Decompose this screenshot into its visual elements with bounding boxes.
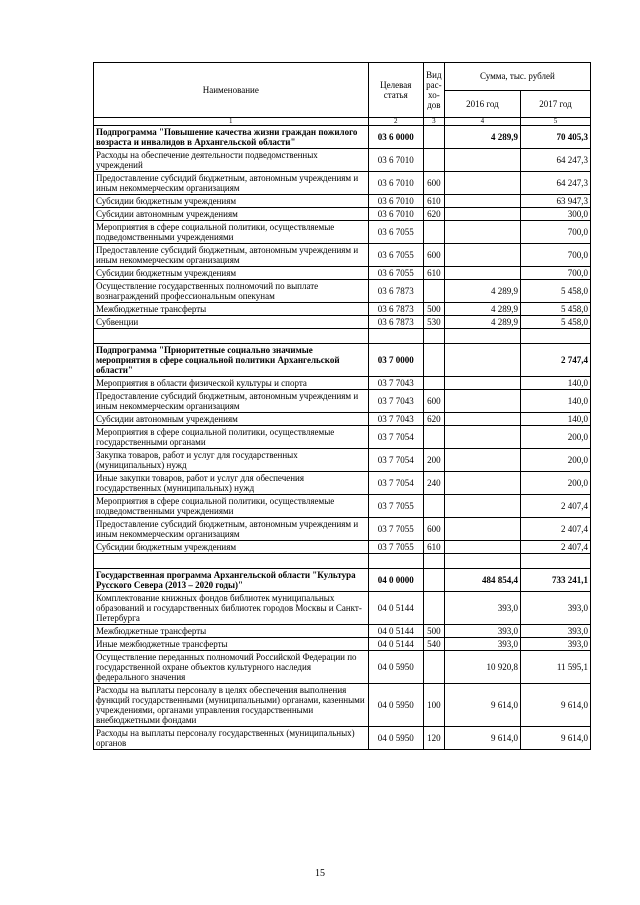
- kind-cell: [423, 426, 444, 449]
- sum-2016-cell: 4 289,9: [444, 280, 520, 303]
- name-cell: Осуществление государственных полномочий по выплате вознаграждений профессиональным опекунам: [94, 280, 369, 303]
- column-index: 3: [423, 118, 444, 126]
- name-cell: Субвенции: [94, 316, 369, 329]
- sum-2016-cell: 393,0: [444, 625, 520, 638]
- sum-2016-cell: [444, 413, 520, 426]
- code-cell: 03 7 7054: [368, 426, 423, 449]
- name-cell: Мероприятия в сфере социальной политики, осуществляемые подведомственными учреждениями: [94, 495, 369, 518]
- header-year-2016: 2016 год: [444, 90, 520, 118]
- kind-cell: [423, 651, 444, 684]
- code-cell: 03 6 7055: [368, 267, 423, 280]
- table-row: [94, 518, 591, 541]
- kind-cell: 610: [423, 267, 444, 280]
- sum-2017-cell: 5 458,0: [521, 280, 591, 303]
- kind-cell: [423, 569, 444, 592]
- budget-table: [93, 62, 591, 750]
- sum-2017-cell: 700,0: [521, 267, 591, 280]
- name-cell: Межбюджетные трансферты: [94, 625, 369, 638]
- kind-cell: 540: [423, 638, 444, 651]
- table-row: [94, 727, 591, 750]
- kind-cell: 620: [423, 208, 444, 221]
- kind-cell: 600: [423, 244, 444, 267]
- name-cell: Комплектование книжных фондов библиотек муниципальных образований и государственных библиотек городов Москвы и Санкт-Петербурга: [94, 592, 369, 625]
- sum-2016-cell: [444, 208, 520, 221]
- code-cell: 03 6 7010: [368, 149, 423, 172]
- sum-2016-cell: 4 289,9: [444, 126, 520, 149]
- sum-2016-cell: [444, 195, 520, 208]
- table-row: [94, 267, 591, 280]
- program-row: [94, 126, 591, 149]
- name-cell: Мероприятия в сфере социальной политики, осуществляемые государственными органами: [94, 426, 369, 449]
- header-code: Целевая статья: [368, 63, 423, 118]
- sum-2016-cell: [444, 221, 520, 244]
- table-row: [94, 592, 591, 625]
- sum-2017-cell: 9 614,0: [521, 727, 591, 750]
- sum-2016-cell: [444, 495, 520, 518]
- name-cell: Предоставление субсидий бюджетным, автономным учреждениям и иным некоммерческим организациям: [94, 244, 369, 267]
- name-cell: Расходы на выплаты персоналу в целях обеспечения выполнения функций государственными (муниципальными) органами, казенными учреждениями, органами управления государственными внебюджетными фондами: [94, 684, 369, 727]
- kind-cell: 500: [423, 625, 444, 638]
- sum-2016-cell: 393,0: [444, 592, 520, 625]
- name-cell: Субсидии бюджетным учреждениям: [94, 195, 369, 208]
- sum-2016-cell: 393,0: [444, 638, 520, 651]
- table-row: [94, 221, 591, 244]
- sum-2016-cell: [444, 426, 520, 449]
- name-cell: Подпрограмма "Повышение качества жизни граждан пожилого возраста и инвалидов в Архангельской области": [94, 126, 369, 149]
- sum-2016-cell: [444, 244, 520, 267]
- code-cell: 03 7 7055: [368, 541, 423, 554]
- table-row: [94, 472, 591, 495]
- kind-cell: [423, 280, 444, 303]
- sum-2017-cell: 393,0: [521, 625, 591, 638]
- name-cell: Предоставление субсидий бюджетным, автономным учреждениям и иным некоммерческим организациям: [94, 518, 369, 541]
- spacer-cell: [521, 554, 591, 569]
- sum-2017-cell: 200,0: [521, 449, 591, 472]
- sum-2017-cell: 700,0: [521, 221, 591, 244]
- sum-2017-cell: 5 458,0: [521, 303, 591, 316]
- sum-2017-cell: 393,0: [521, 638, 591, 651]
- spacer-cell: [444, 554, 520, 569]
- sum-2016-cell: [444, 344, 520, 377]
- kind-cell: 240: [423, 472, 444, 495]
- spacer-cell: [94, 329, 369, 344]
- spacer-cell: [423, 329, 444, 344]
- code-cell: 04 0 5950: [368, 727, 423, 750]
- kind-cell: 600: [423, 390, 444, 413]
- code-cell: 03 7 7043: [368, 413, 423, 426]
- spacer-cell: [444, 329, 520, 344]
- code-cell: 04 0 5144: [368, 638, 423, 651]
- name-cell: Предоставление субсидий бюджетным, автономным учреждениям и иным некоммерческим организациям: [94, 172, 369, 195]
- sum-2017-cell: 70 405,3: [521, 126, 591, 149]
- code-cell: 03 7 7054: [368, 472, 423, 495]
- sum-2017-cell: 140,0: [521, 377, 591, 390]
- header-sum: Сумма, тыс. рублей: [444, 63, 590, 91]
- sum-2016-cell: [444, 449, 520, 472]
- table-row: [94, 449, 591, 472]
- name-cell: Межбюджетные трансферты: [94, 303, 369, 316]
- code-cell: 03 6 7055: [368, 244, 423, 267]
- sum-2016-cell: 9 614,0: [444, 727, 520, 750]
- kind-cell: 500: [423, 303, 444, 316]
- sum-2016-cell: 9 614,0: [444, 684, 520, 727]
- table-row: [94, 303, 591, 316]
- sum-2017-cell: 11 595,1: [521, 651, 591, 684]
- sum-2016-cell: [444, 172, 520, 195]
- table-row: [94, 495, 591, 518]
- sum-2016-cell: [444, 390, 520, 413]
- spacer-cell: [368, 554, 423, 569]
- name-cell: Субсидии автономным учреждениям: [94, 208, 369, 221]
- table-row: [94, 208, 591, 221]
- sum-2016-cell: 10 920,8: [444, 651, 520, 684]
- code-cell: 03 7 7043: [368, 377, 423, 390]
- sum-2017-cell: 64 247,3: [521, 149, 591, 172]
- sum-2017-cell: 140,0: [521, 390, 591, 413]
- code-cell: 03 6 7010: [368, 195, 423, 208]
- code-cell: 03 6 7873: [368, 303, 423, 316]
- code-cell: 03 7 7055: [368, 518, 423, 541]
- name-cell: Расходы на выплаты персоналу государственных (муниципальных) органов: [94, 727, 369, 750]
- code-cell: 03 6 7010: [368, 172, 423, 195]
- name-cell: Иные закупки товаров, работ и услуг для обеспечения государственных (муниципальных) нужд: [94, 472, 369, 495]
- sum-2017-cell: 2 407,4: [521, 495, 591, 518]
- code-cell: 04 0 5950: [368, 684, 423, 727]
- table-row: [94, 541, 591, 554]
- table-row: [94, 377, 591, 390]
- kind-cell: 600: [423, 518, 444, 541]
- sum-2016-cell: [444, 518, 520, 541]
- kind-cell: [423, 221, 444, 244]
- sum-2017-cell: 2 407,4: [521, 541, 591, 554]
- header-name: Наименование: [94, 63, 369, 118]
- table-row: [94, 684, 591, 727]
- sum-2016-cell: [444, 149, 520, 172]
- table-row: [94, 280, 591, 303]
- sum-2016-cell: [444, 541, 520, 554]
- sum-2017-cell: 140,0: [521, 413, 591, 426]
- kind-cell: [423, 592, 444, 625]
- table-row: [94, 625, 591, 638]
- kind-cell: [423, 149, 444, 172]
- sum-2017-cell: 733 241,1: [521, 569, 591, 592]
- name-cell: Субсидии бюджетным учреждениям: [94, 267, 369, 280]
- sum-2017-cell: 200,0: [521, 472, 591, 495]
- sum-2017-cell: 700,0: [521, 244, 591, 267]
- code-cell: 03 6 7873: [368, 280, 423, 303]
- code-cell: 04 0 5144: [368, 625, 423, 638]
- sum-2017-cell: 63 947,3: [521, 195, 591, 208]
- sum-2017-cell: 393,0: [521, 592, 591, 625]
- kind-cell: 610: [423, 541, 444, 554]
- kind-cell: 120: [423, 727, 444, 750]
- name-cell: Подпрограмма "Приоритетные социально значимые мероприятия в сфере социальной политики Архангельской области": [94, 344, 369, 377]
- kind-cell: [423, 344, 444, 377]
- sum-2016-cell: [444, 472, 520, 495]
- table-row: [94, 195, 591, 208]
- kind-cell: 100: [423, 684, 444, 727]
- kind-cell: 610: [423, 195, 444, 208]
- code-cell: 04 0 5950: [368, 651, 423, 684]
- table-row: [94, 390, 591, 413]
- sum-2017-cell: 300,0: [521, 208, 591, 221]
- sum-2017-cell: 2 747,4: [521, 344, 591, 377]
- code-cell: 04 0 5144: [368, 592, 423, 625]
- program-row: [94, 569, 591, 592]
- table-row: [94, 413, 591, 426]
- sum-2017-cell: 64 247,3: [521, 172, 591, 195]
- sum-2016-cell: 4 289,9: [444, 316, 520, 329]
- spacer-cell: [94, 554, 369, 569]
- code-cell: 03 7 7055: [368, 495, 423, 518]
- kind-cell: [423, 377, 444, 390]
- code-cell: 03 6 7873: [368, 316, 423, 329]
- sum-2016-cell: 484 854,4: [444, 569, 520, 592]
- kind-cell: 600: [423, 172, 444, 195]
- spacer-cell: [521, 329, 591, 344]
- table-row: [94, 172, 591, 195]
- name-cell: Осуществление переданных полномочий Российской Федерации по государственной охране объектов культурного наследия федерального значения: [94, 651, 369, 684]
- name-cell: Иные межбюджетные трансферты: [94, 638, 369, 651]
- column-index: 2: [368, 118, 423, 126]
- code-cell: 03 7 7043: [368, 390, 423, 413]
- sum-2016-cell: 4 289,9: [444, 303, 520, 316]
- spacer-cell: [368, 329, 423, 344]
- name-cell: Мероприятия в сфере социальной политики, осуществляемые подведомственными учреждениями: [94, 221, 369, 244]
- table-row: [94, 149, 591, 172]
- code-cell: 04 0 0000: [368, 569, 423, 592]
- sum-2017-cell: 9 614,0: [521, 684, 591, 727]
- page-number: 15: [315, 868, 325, 879]
- spacer-row: [94, 554, 591, 569]
- sum-2016-cell: [444, 267, 520, 280]
- sum-2016-cell: [444, 377, 520, 390]
- sum-2017-cell: 2 407,4: [521, 518, 591, 541]
- name-cell: Предоставление субсидий бюджетным, автономным учреждениям и иным некоммерческим организациям: [94, 390, 369, 413]
- table-header: [94, 63, 591, 126]
- kind-cell: 620: [423, 413, 444, 426]
- table-row: [94, 316, 591, 329]
- sum-2017-cell: 5 458,0: [521, 316, 591, 329]
- code-cell: 03 6 0000: [368, 126, 423, 149]
- table-row: [94, 244, 591, 267]
- column-index: 4: [444, 118, 520, 126]
- name-cell: Государственная программа Архангельской области "Культура Русского Севера (2013 – 2020 годы)": [94, 569, 369, 592]
- budget-table-sheet: [93, 62, 591, 750]
- kind-cell: 530: [423, 316, 444, 329]
- code-cell: 03 6 7010: [368, 208, 423, 221]
- table-row: [94, 426, 591, 449]
- spacer-row: [94, 329, 591, 344]
- name-cell: Расходы на обеспечение деятельности подведомственных учреждений: [94, 149, 369, 172]
- code-cell: 03 7 0000: [368, 344, 423, 377]
- kind-cell: [423, 126, 444, 149]
- name-cell: Субсидии автономным учреждениям: [94, 413, 369, 426]
- kind-cell: [423, 495, 444, 518]
- column-index-row: [94, 118, 591, 126]
- kind-cell: 200: [423, 449, 444, 472]
- table-row: [94, 651, 591, 684]
- table-body: [94, 126, 591, 750]
- spacer-cell: [423, 554, 444, 569]
- header-year-2017: 2017 год: [521, 90, 591, 118]
- code-cell: 03 6 7055: [368, 221, 423, 244]
- name-cell: Закупка товаров, работ и услуг для государственных (муниципальных) нужд: [94, 449, 369, 472]
- code-cell: 03 7 7054: [368, 449, 423, 472]
- name-cell: Субсидии бюджетным учреждениям: [94, 541, 369, 554]
- column-index: 1: [94, 118, 369, 126]
- table-row: [94, 638, 591, 651]
- column-index: 5: [521, 118, 591, 126]
- sum-2017-cell: 200,0: [521, 426, 591, 449]
- header-kind: Вид рас-хо-дов: [423, 63, 444, 118]
- name-cell: Мероприятия в области физической культуры и спорта: [94, 377, 369, 390]
- program-row: [94, 344, 591, 377]
